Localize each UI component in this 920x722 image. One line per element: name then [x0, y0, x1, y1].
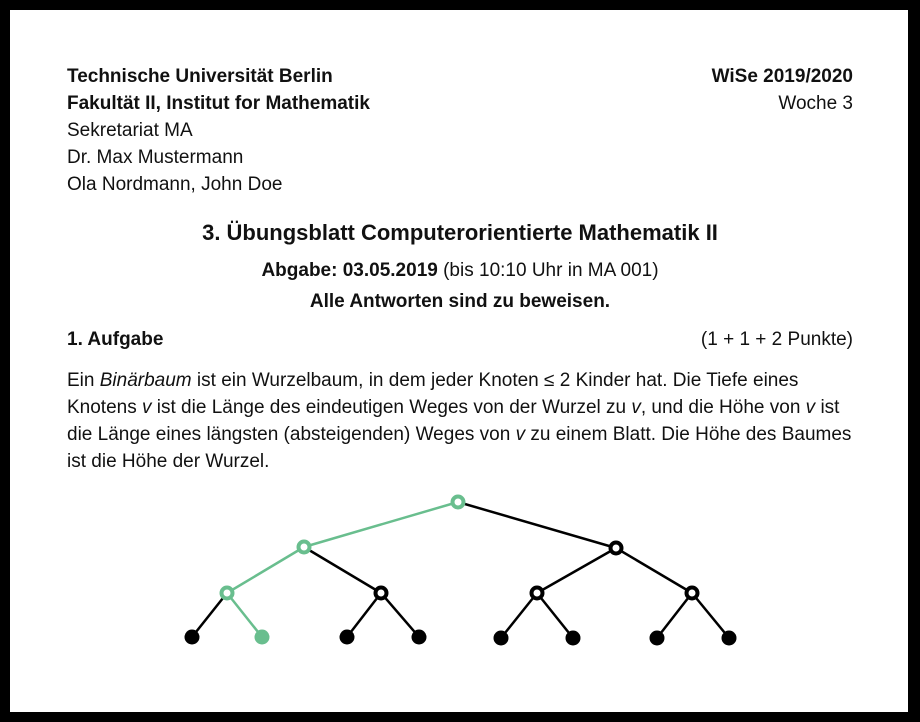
text-segment: , und die Höhe von: [640, 397, 806, 418]
tree-node-leaf: [650, 631, 665, 646]
document-header: [67, 63, 853, 198]
week-label: Woche 3: [778, 93, 853, 114]
semester-label: WiSe 2019/2020: [711, 66, 853, 87]
tree-edge: [304, 547, 381, 593]
header-left-block: [67, 63, 370, 198]
tree-node-inner: [611, 543, 622, 554]
faculty-name: Fakultät II, Institut for Mathematik: [67, 93, 370, 114]
tree-node-leaf: [494, 631, 509, 646]
tree-node-inner: [687, 588, 698, 599]
tree-edge: [347, 593, 381, 637]
italic-term: v: [631, 397, 641, 418]
text-segment: ist die Länge eines längsten (absteigenden) Weges von: [67, 397, 840, 445]
lecturer-name: Dr. Max Mustermann: [67, 147, 244, 168]
sheet-title: 3. Übungsblatt Computerorientierte Mathematik II: [202, 220, 718, 245]
tree-node-leaf: [255, 630, 270, 645]
tree-edge: [537, 548, 616, 593]
proof-note: Alle Antworten sind zu beweisen.: [309, 291, 611, 312]
header-right-block: [712, 63, 853, 117]
tree-node-leaf: [412, 630, 427, 645]
text-segment: ist ein Wurzelbaum, in dem jeder Knoten ≤ 2 Kinder hat. Die Tiefe eines Knotens: [67, 370, 799, 418]
tree-edge: [227, 547, 304, 593]
tree-edge: [537, 593, 573, 638]
office-name: Sekretariat MA: [67, 120, 193, 141]
italic-term: v: [142, 397, 152, 418]
tree-node-inner: [222, 588, 233, 599]
italic-term: v: [805, 397, 816, 418]
tree-node-inner: [453, 497, 464, 508]
italic-term: v: [515, 424, 526, 445]
submission-date: Abgabe: 03.05.2019: [261, 260, 438, 281]
assistants-names: Ola Nordmann, John Doe: [67, 174, 283, 195]
exercise1-paragraph: [67, 367, 853, 475]
tree-node-leaf: [340, 630, 355, 645]
text-segment: ist die Länge des eindeutigen Weges von der Wurzel zu: [151, 397, 632, 418]
tree-edge: [192, 593, 227, 637]
tree-node-inner: [376, 588, 387, 599]
institution-name: Technische Universität Berlin: [67, 66, 333, 87]
tree-node-inner: [532, 588, 543, 599]
tree-edge: [458, 502, 616, 548]
exercise1-heading: 1. Aufgabe: [67, 329, 164, 350]
tree-node-leaf: [722, 631, 737, 646]
tree-edge: [692, 593, 729, 638]
exercise1-points: (1 + 1 + 2 Punkte): [700, 329, 853, 350]
text-segment: zu einem Blatt. Die Höhe des Baumes ist die Höhe der Wurzel.: [67, 424, 852, 472]
submission-details: (bis 10:10 Uhr in MA 001): [437, 260, 659, 281]
tree-node-inner: [299, 542, 310, 553]
italic-term: Binärbaum: [99, 370, 192, 391]
tree-edge: [304, 502, 458, 547]
document-page: [10, 10, 908, 712]
tree-edge: [616, 548, 692, 593]
text-segment: Ein: [67, 370, 100, 391]
document-content: [10, 10, 908, 475]
tree-edge: [381, 593, 419, 637]
submission-line: [67, 257, 853, 284]
tree-edge: [227, 593, 262, 637]
exercise1-heading-row: [67, 326, 853, 353]
tree-edge: [501, 593, 537, 638]
tree-node-leaf: [185, 630, 200, 645]
tree-edge: [657, 593, 692, 638]
tree-node-leaf: [566, 631, 581, 646]
